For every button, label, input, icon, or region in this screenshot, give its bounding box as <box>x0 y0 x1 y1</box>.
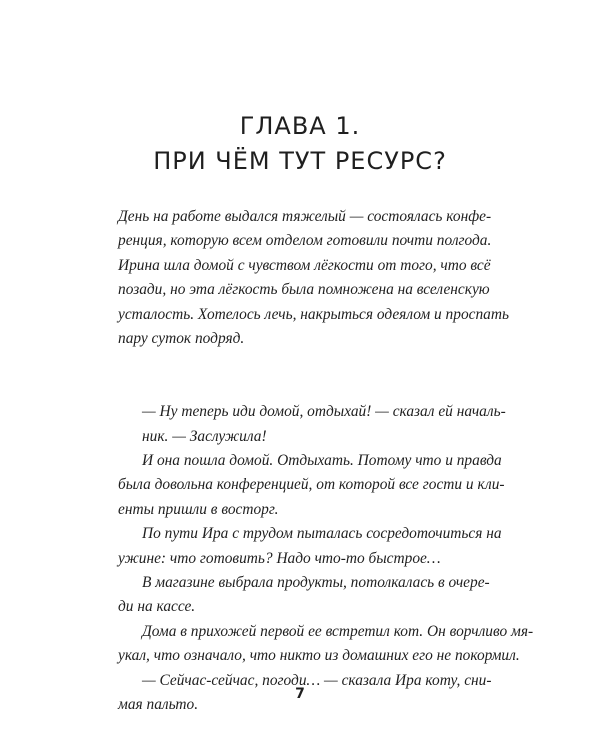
paragraph <box>118 205 509 351</box>
chapter-body <box>118 205 534 718</box>
text-line: ди на кассе. <box>118 598 196 616</box>
paragraph <box>118 400 506 449</box>
text-line: — Ну теперь иди домой, отдыхай! — сказал ей началь- <box>142 403 506 421</box>
text-line: Ирина шла домой с чувством лёгкости от того, что всё <box>118 256 491 274</box>
text-line: мая пальто. <box>118 696 199 714</box>
text-line: позади, но эта лёгкость была помножена на вселенскую <box>118 281 490 299</box>
paragraph <box>118 522 502 571</box>
chapter-heading: ПРИ ЧЁМ ТУТ РЕСУРС? <box>153 147 447 176</box>
page-number: 7 <box>295 686 305 702</box>
text-line: енты пришли в восторг. <box>118 500 279 518</box>
text-line: была довольна конференцией, от которой все гости и кли- <box>118 476 505 494</box>
text-line: пару суток подряд. <box>118 330 245 348</box>
paragraph <box>118 449 505 522</box>
text-line: И она пошла домой. Отдыхать. Потому что и правда <box>142 452 502 470</box>
text-line: — Сейчас-сейчас, погоди… — сказала Ира коту, сни- <box>142 671 492 689</box>
text-line: По пути Ира с трудом пыталась сосредоточиться на <box>142 525 502 543</box>
paragraph <box>118 571 490 620</box>
paragraph <box>118 620 534 669</box>
section-break <box>118 376 484 400</box>
text-line: укал, что означало, что никто из домашних его не покормил. <box>118 647 520 665</box>
text-line: ренция, которую всем отделом готовили почти полгода. <box>118 232 492 250</box>
text-line: ник. — Заслужила! <box>142 427 267 445</box>
text-line: В магазине выбрала продукты, потолкалась в очере- <box>142 574 490 592</box>
text-line: ужине: что готовить? Надо что-то быстрое… <box>118 549 441 567</box>
text-line: Дома в прихожей первой ее встретил кот. Он ворчливо мя- <box>142 622 534 640</box>
chapter-number: ГЛАВА 1. <box>239 112 361 141</box>
text-line: усталость. Хотелось лечь, накрыться одеялом и проспать <box>118 305 509 323</box>
section-break <box>118 351 484 375</box>
text-line: День на работе выдался тяжелый — состоялась конфе- <box>118 208 492 225</box>
chapter-title <box>0 109 600 179</box>
